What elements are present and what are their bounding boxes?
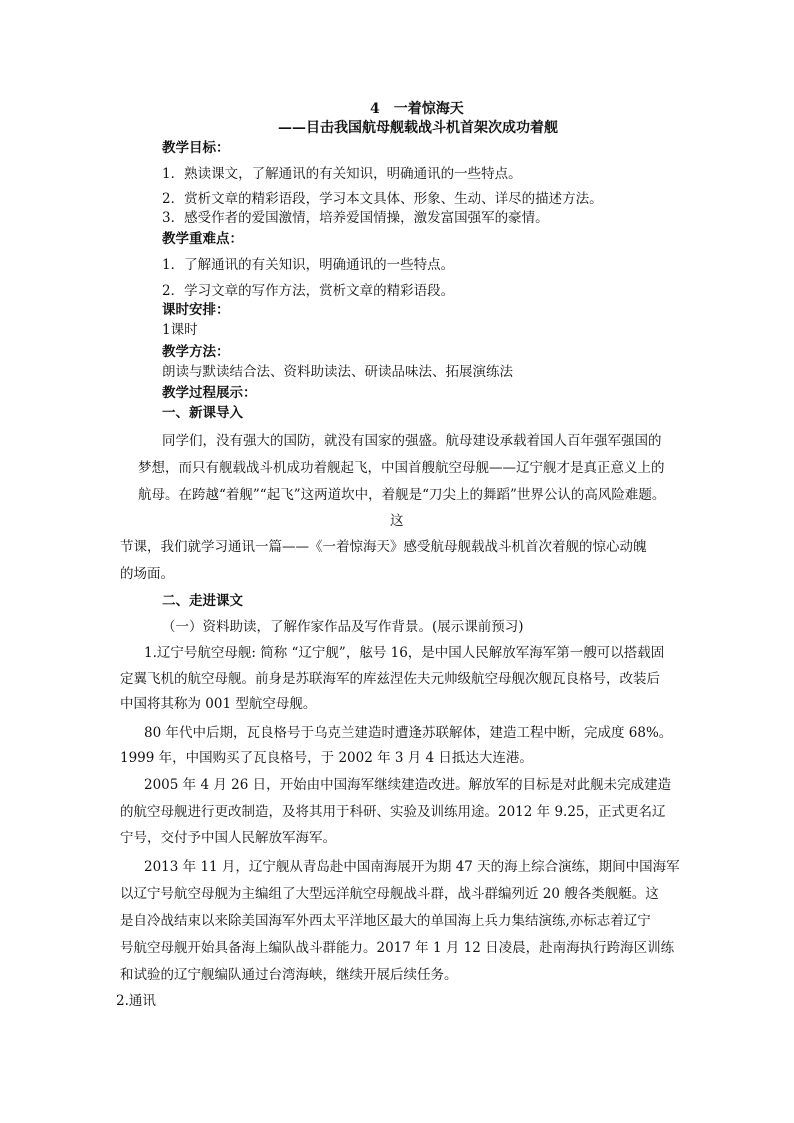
goal-line: 2．赏析文章的精彩语段，学习本文具体、形象、生动、详尽的描述方法。 [162,191,603,207]
para1-line: 1.辽宁号航空母舰: 简称 “辽宁舰”，舷号 16，是中国人民解放军海军第一艘可以搭载固 [144,645,665,661]
intro-cont-line: 的场面。 [120,566,174,582]
goal-line: 1．熟读课文，了解通讯的有关知识，明确通讯的一些特点。 [162,166,522,182]
para2-line: 80 年代中后期，瓦良格号于乌克兰建造时遭逢苏联解体，建造工程中断，完成度 68%。 [144,725,673,741]
doc-title: 4 一着惊海天 [370,101,464,117]
para4-line: 是自冷战结束以来除美国海军外西太平洋地区最大的单国海上兵力集结演练,亦标志着辽宁 [120,913,651,929]
sub1-heading: （一）资料助读，了解作家作品及写作背景。(展示课前预习) [162,619,524,635]
para4-line: 以辽宁号航空母舰为主编组了大型远洋航空母舰战斗群，战斗群编列近 20 艘各类舰艇。这 [120,886,659,902]
intro-line: 梦想，而只有舰载战斗机成功着舰起飞，中国首艘航空母舰——辽宁舰才是真正意义上的 [138,460,665,476]
doc-subtitle: ——目击我国航母舰载战斗机首架次成功着舰 [278,120,558,136]
para1-line: 定翼飞机的航空母舰。前身是苏联海军的库兹涅佐夫元帅级航空母舰次舰瓦良格号，改装后 [120,671,660,687]
key-point-line: 1．了解通讯的有关知识，明确通讯的一些特点。 [162,257,455,273]
intro-zhe: 这 [390,513,404,529]
section1-heading: 一、新课导入 [162,405,243,421]
intro-cont-line: 节课，我们就学习通讯一篇——《一着惊海天》感受航母舰载战斗机首次着舰的惊心动魄 [120,539,647,555]
para3-line: 的航空母舰进行更改制造，及将其用于科研、实验及训练用途。2012 年 9.25，正式更名辽 [120,804,666,820]
key-heading: 教学重难点： [162,231,243,247]
schedule-text: 1课时 [162,322,198,338]
methods-text: 朗读与默读结合法、资料助读法、研读品味法、拓展演练法 [162,364,513,380]
para2-line: 1999 年，中国购买了瓦良格号，于 2002 年 3 月 4 日抵达大连港。 [120,750,533,766]
schedule-heading: 课时安排： [162,302,230,318]
section2-heading: 二、走进课文 [162,593,243,609]
key-point-line: 2．学习文章的写作方法，赏析文章的精彩语段。 [162,283,455,299]
goal-line: 3．感受作者的爱国激情，培养爱国情操，激发富国强军的豪情。 [162,210,549,226]
process-heading: 教学过程展示： [162,385,257,401]
para3-line: 宁号，交付予中国人民解放军海军。 [120,830,336,846]
para4-line: 和试验的辽宁舰编队通过台湾海峡，继续开展后续任务。 [120,967,458,983]
para3-line: 2005 年 4 月 26 日，开始由中国海军继续建造改进。解放军的目标是对此舰未完成建造 [144,777,672,793]
para4-line: 2013 年 11 月，辽宁舰从青岛赴中国南海展开为期 47 天的海上综合演练，期间中国海军 [144,859,680,875]
goals-heading: 教学目标： [162,140,230,156]
methods-heading: 教学方法： [162,344,230,360]
intro-line: 同学们，没有强大的国防，就没有国家的强盛。航母建设承载着国人百年强军强国的 [162,433,662,449]
para1-line: 中国将其称为 001 型航空母舰。 [120,696,317,712]
intro-line: 航母。在跨越“着舰”“起飞”这两道坎中，着舰是“刀尖上的舞蹈”世界公认的高风险难题。 [138,487,666,503]
item2-heading: 2.通讯 [116,993,156,1009]
para4-line: 号航空母舰开始具备海上编队战斗群能力。2017 年 1 月 12 日凌晨，赴南海执行跨海区训练 [120,940,675,956]
